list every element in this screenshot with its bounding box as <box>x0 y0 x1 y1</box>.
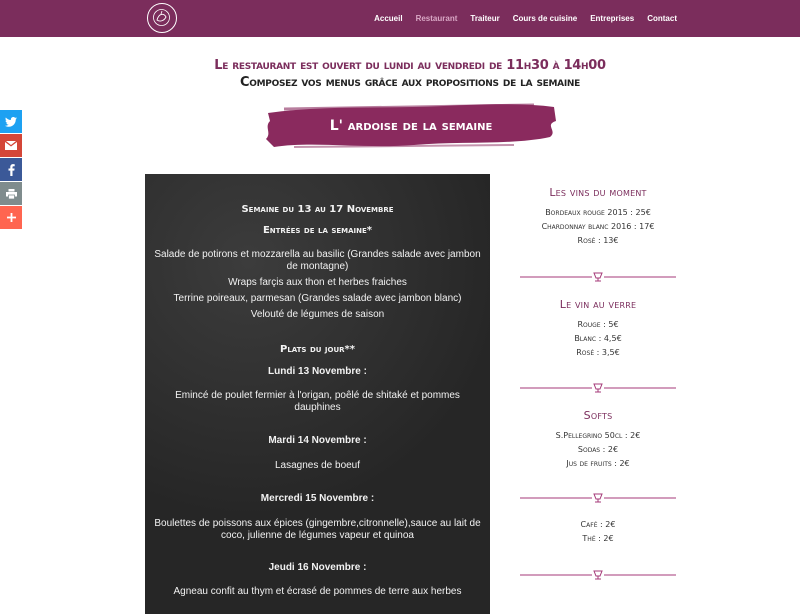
mains-title: Plats du jour** <box>279 344 356 355</box>
divider <box>520 272 676 282</box>
print-icon[interactable] <box>0 182 22 205</box>
list-item: S.Pellegrino 50cl : 2€ <box>555 431 641 440</box>
dish-line: dauphines <box>294 402 341 413</box>
day-title: Mardi 14 Novembre : <box>268 435 367 446</box>
day-title: Mercredi 15 Novembre : <box>260 493 375 504</box>
nav-entreprises[interactable]: Entreprises <box>590 14 635 23</box>
opening-hours-headline <box>0 57 800 91</box>
divider <box>520 570 676 580</box>
starter-line: Wraps farçis aux thon et herbes fraiches <box>228 277 407 288</box>
list-item: Rosé : 13€ <box>577 236 619 245</box>
starter-line: de montagne) <box>286 261 349 272</box>
dish-line: coco, julienne de légumes vapeur et quinoa <box>221 530 414 541</box>
weekly-menu-subtitle: Composez vos menus grâce aux propositions de la semaine <box>240 75 580 90</box>
gmail-icon[interactable] <box>0 134 22 157</box>
nav-restaurant[interactable]: Restaurant <box>415 14 458 23</box>
share-bar <box>0 110 22 230</box>
week-title: Semaine du 13 au 17 Novembre <box>241 204 394 215</box>
wines-of-the-moment <box>520 186 676 248</box>
nav-cours-de-cuisine[interactable]: Cours de cuisine <box>512 14 578 23</box>
wine-by-glass <box>520 298 676 360</box>
more-icon[interactable] <box>0 206 22 229</box>
opening-hours-text: Le restaurant est ouvert du lundi au vendredi de 11h30 à 14h00 <box>214 58 606 73</box>
twitter-icon[interactable] <box>0 110 22 133</box>
list-item: Sodas : 2€ <box>577 445 619 454</box>
chalkboard-menu <box>145 174 490 614</box>
list-item: Bordeaux rouge 2015 : 25€ <box>545 208 651 217</box>
nav-contact[interactable]: Contact <box>647 14 677 23</box>
top-bar <box>0 0 800 37</box>
list-item: Jus de fruits : 2€ <box>566 459 630 468</box>
day-title: Lundi 13 Novembre : <box>268 366 367 377</box>
starter-line: Velouté de légumes de saison <box>250 309 385 320</box>
divider <box>520 383 676 393</box>
starters-title: Entrées de la semaine* <box>262 225 373 236</box>
list-item: Blanc : 4,5€ <box>574 334 622 343</box>
section-title: Les vins du moment <box>549 186 647 199</box>
logo-icon <box>152 8 171 27</box>
list-item: Rosé : 3,5€ <box>576 348 620 357</box>
list-item: Chardonnay blanc 2016 : 17€ <box>541 222 655 231</box>
divider <box>520 493 676 503</box>
banner-title: L' ardoise de la semaine <box>329 118 493 134</box>
facebook-icon[interactable] <box>0 158 22 181</box>
section-title: Le vin au verre <box>559 298 637 311</box>
section-title: Softs <box>583 409 613 422</box>
main-nav <box>361 0 677 37</box>
dish-line: Agneau confit au thym et écrasé de pommes de terre aux herbes <box>173 586 462 597</box>
starter-line: Terrine poireaux, parmesan (Grandes salade avec jambon blanc) <box>173 293 462 304</box>
dish-line: Emincé de poulet fermier à l'origan, poêlé de shitaké et pommes <box>175 390 460 401</box>
nav-traiteur[interactable]: Traiteur <box>470 14 500 23</box>
list-item: Thé : 2€ <box>582 534 614 543</box>
hot-drinks <box>520 518 676 546</box>
list-item: Rouge : 5€ <box>577 320 619 329</box>
list-item: Café : 2€ <box>580 520 616 529</box>
day-title: Jeudi 16 Novembre : <box>268 562 367 573</box>
dish-line: Lasagnes de boeuf <box>274 460 361 471</box>
logo[interactable] <box>147 3 177 33</box>
nav-accueil[interactable]: Accueil <box>374 14 403 23</box>
starter-line: Salade de potirons et mozzarella au basilic (Grandes salade avec jambon <box>154 249 481 260</box>
softs <box>520 409 676 471</box>
dish-line: Boulettes de poissons aux épices (gingembre,citronnelle),sauce au lait de <box>154 518 481 529</box>
